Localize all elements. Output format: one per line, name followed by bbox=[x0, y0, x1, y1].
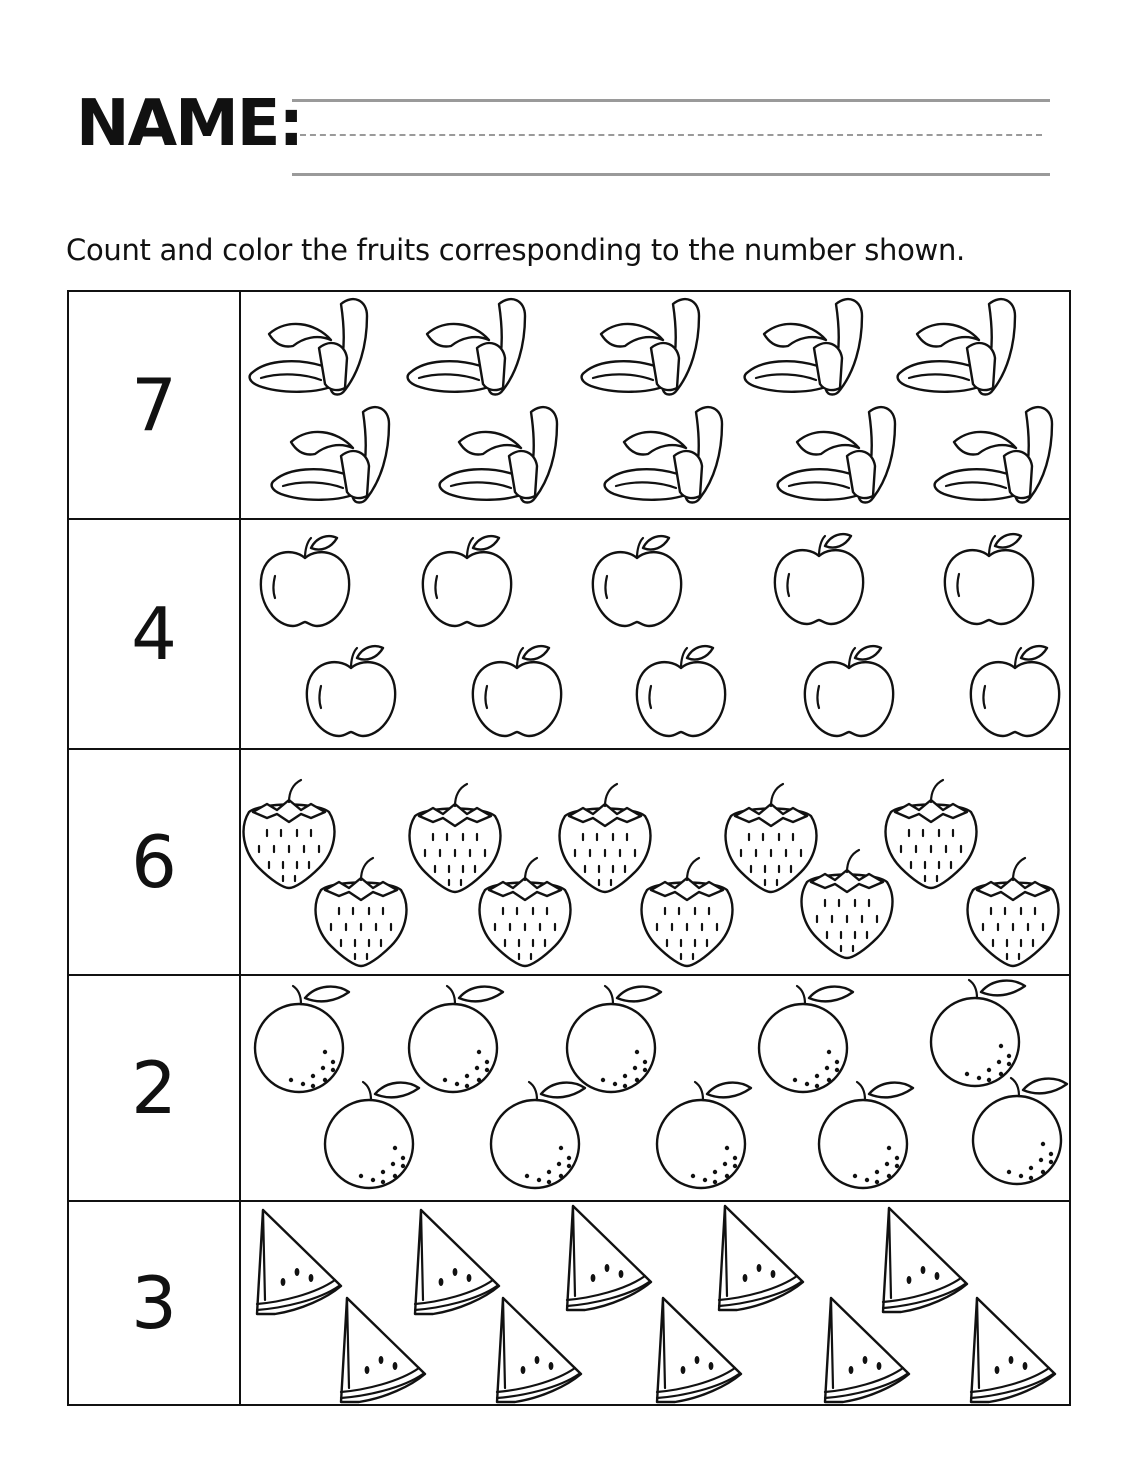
orange-icon bbox=[491, 1082, 585, 1188]
number-cell bbox=[69, 750, 241, 974]
banana-icon bbox=[605, 407, 722, 502]
apple-icon bbox=[971, 646, 1059, 736]
orange-icon bbox=[567, 986, 661, 1092]
banana-icon bbox=[408, 299, 525, 394]
apple-icon bbox=[945, 534, 1033, 624]
orange-icon bbox=[973, 1078, 1067, 1184]
apple-group bbox=[241, 520, 1069, 748]
banana-group bbox=[241, 292, 1069, 518]
watermelon-slice-icon bbox=[719, 1206, 803, 1310]
orange-group bbox=[241, 976, 1069, 1200]
apple-icon bbox=[775, 534, 863, 624]
banana-icon bbox=[250, 299, 367, 394]
watermelon-slice-icon bbox=[257, 1210, 341, 1314]
strawberry-icon bbox=[886, 780, 977, 888]
row-number: 4 bbox=[131, 592, 177, 676]
number-cell bbox=[69, 976, 241, 1200]
apple-icon bbox=[805, 646, 893, 736]
apple-icon bbox=[307, 646, 395, 736]
watermelon-slice-icon bbox=[497, 1298, 581, 1402]
watermelon-slice-icon bbox=[415, 1210, 499, 1314]
strawberry-icon bbox=[642, 858, 733, 966]
fruit-cell bbox=[241, 520, 1069, 748]
row-apples bbox=[69, 520, 1069, 750]
orange-icon bbox=[409, 986, 503, 1092]
number-cell bbox=[69, 1202, 241, 1404]
name-line-top bbox=[292, 99, 1050, 102]
strawberry-icon bbox=[410, 784, 501, 892]
row-number: 6 bbox=[131, 820, 177, 904]
watermelon-slice-icon bbox=[883, 1208, 967, 1312]
row-number: 3 bbox=[131, 1261, 177, 1345]
strawberry-icon bbox=[968, 858, 1059, 966]
strawberry-icon bbox=[802, 850, 893, 958]
strawberry-group bbox=[241, 750, 1069, 974]
row-bananas bbox=[69, 292, 1069, 520]
strawberry-icon bbox=[480, 858, 571, 966]
watermelon-group bbox=[241, 1202, 1069, 1404]
strawberry-icon bbox=[726, 784, 817, 892]
banana-icon bbox=[440, 407, 557, 502]
strawberry-icon bbox=[560, 784, 651, 892]
instruction-text: Count and color the fruits corresponding to the number shown. bbox=[66, 233, 965, 267]
orange-icon bbox=[931, 980, 1025, 1086]
row-watermelons bbox=[69, 1202, 1069, 1404]
watermelon-slice-icon bbox=[657, 1298, 741, 1402]
row-number: 7 bbox=[131, 363, 177, 447]
banana-icon bbox=[935, 407, 1052, 502]
banana-icon bbox=[582, 299, 699, 394]
fruit-cell bbox=[241, 976, 1069, 1200]
orange-icon bbox=[325, 1082, 419, 1188]
fruit-cell bbox=[241, 750, 1069, 974]
watermelon-slice-icon bbox=[567, 1206, 651, 1310]
orange-icon bbox=[657, 1082, 751, 1188]
banana-icon bbox=[898, 299, 1015, 394]
row-number: 2 bbox=[131, 1046, 177, 1130]
name-label: NAME: bbox=[76, 87, 303, 161]
number-cell bbox=[69, 292, 241, 518]
name-write-line[interactable] bbox=[300, 134, 1042, 136]
banana-icon bbox=[272, 407, 389, 502]
strawberry-icon bbox=[244, 780, 335, 888]
orange-icon bbox=[759, 986, 853, 1092]
apple-icon bbox=[593, 536, 681, 626]
number-cell bbox=[69, 520, 241, 748]
apple-icon bbox=[261, 536, 349, 626]
apple-icon bbox=[473, 646, 561, 736]
fruit-cell bbox=[241, 1202, 1069, 1404]
watermelon-slice-icon bbox=[971, 1298, 1055, 1402]
banana-icon bbox=[778, 407, 895, 502]
row-oranges bbox=[69, 976, 1069, 1202]
counting-grid bbox=[67, 290, 1071, 1406]
strawberry-icon bbox=[316, 858, 407, 966]
apple-icon bbox=[637, 646, 725, 736]
watermelon-slice-icon bbox=[341, 1298, 425, 1402]
banana-icon bbox=[745, 299, 862, 394]
row-strawberries bbox=[69, 750, 1069, 976]
orange-icon bbox=[255, 986, 349, 1092]
watermelon-slice-icon bbox=[825, 1298, 909, 1402]
name-line-bottom bbox=[292, 173, 1050, 176]
apple-icon bbox=[423, 536, 511, 626]
fruit-cell bbox=[241, 292, 1069, 518]
orange-icon bbox=[819, 1082, 913, 1188]
